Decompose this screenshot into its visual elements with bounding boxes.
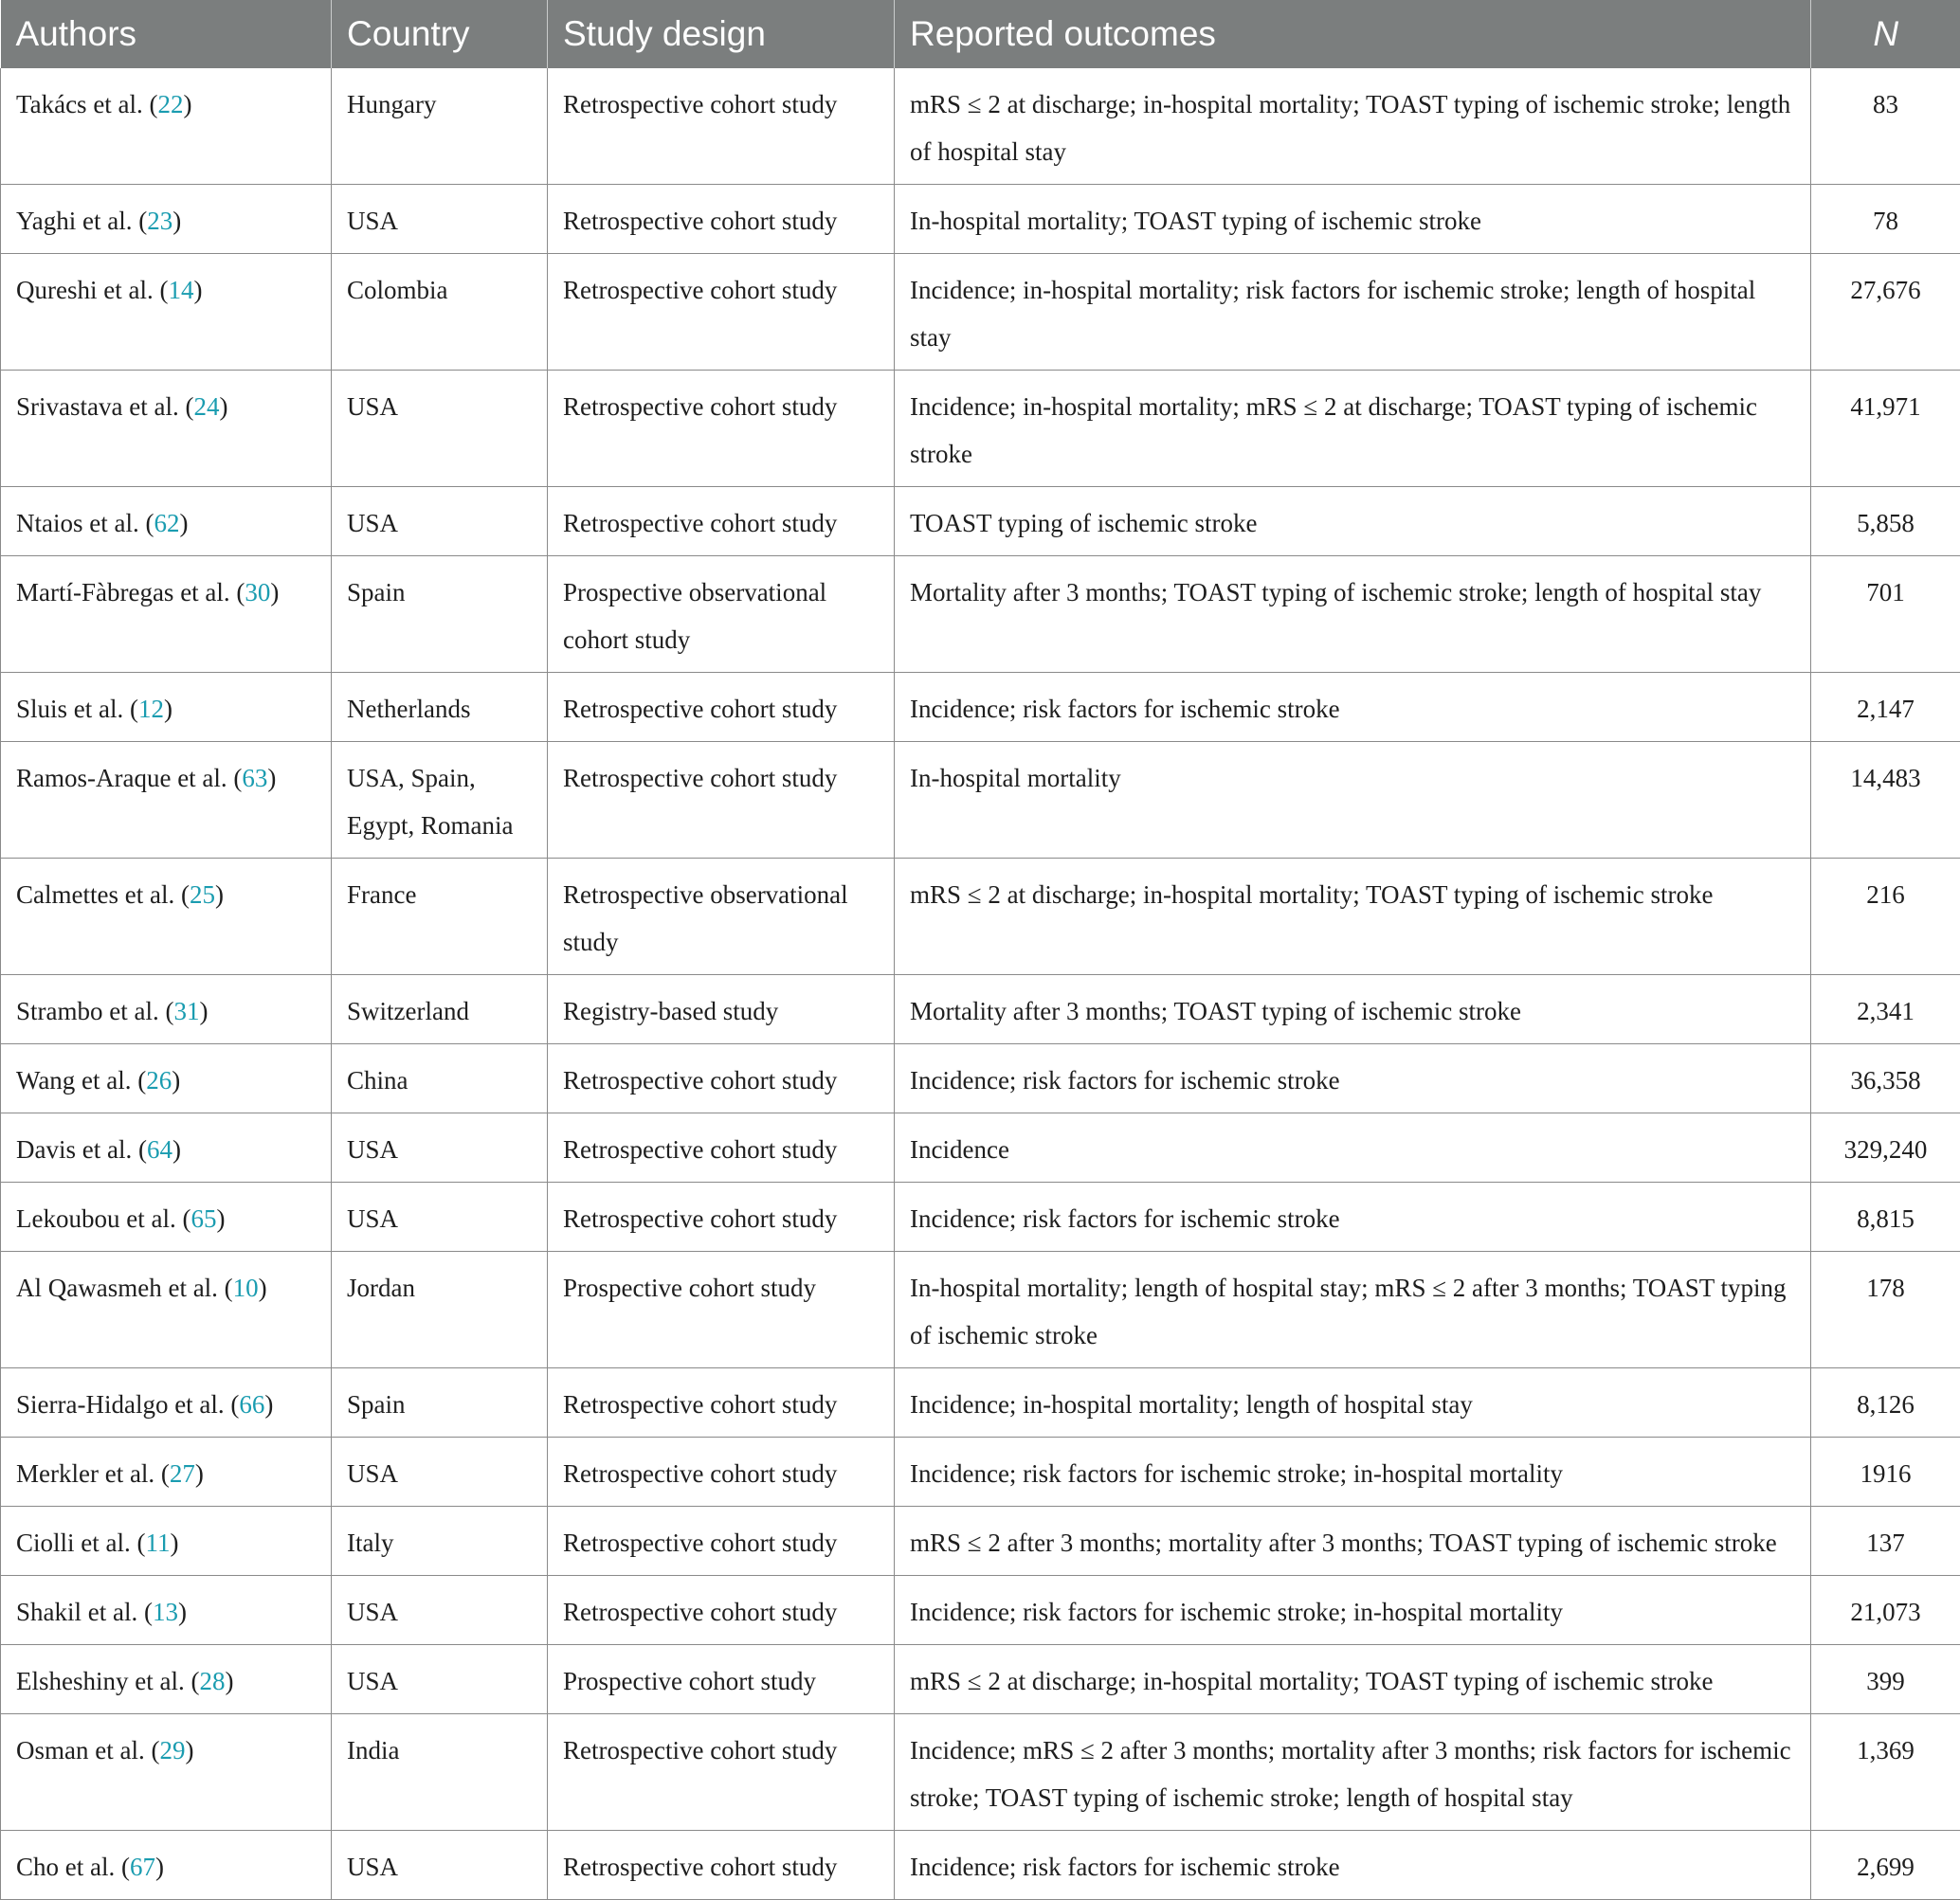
cell-country: USA (332, 185, 548, 254)
table-row (1, 1576, 1960, 1645)
cell-n: 399 (1811, 1645, 1960, 1714)
cell-authors (1, 1714, 332, 1831)
reference-link[interactable]: 63 (242, 764, 267, 792)
author-name: Wang et al. ( (16, 1066, 146, 1095)
cell-country: USA, Spain, Egypt, Romania (332, 742, 548, 859)
author-name: Sluis et al. ( (16, 695, 138, 723)
table-row (1, 859, 1960, 975)
author-name: Takács et al. ( (16, 90, 158, 118)
header-reported-outcomes: Reported outcomes (895, 0, 1811, 68)
header-country: Country (332, 0, 548, 68)
cell-authors (1, 1252, 332, 1368)
cell-authors (1, 673, 332, 742)
reference-link[interactable]: 23 (147, 207, 172, 235)
author-name: Elsheshiny et al. ( (16, 1667, 199, 1695)
cell-authors (1, 1438, 332, 1507)
cell-country: Italy (332, 1507, 548, 1576)
table-row (1, 1831, 1960, 1900)
reference-link[interactable]: 14 (168, 276, 193, 304)
cell-n: 36,358 (1811, 1044, 1960, 1113)
cell-reported-outcomes: In-hospital mortality; TOAST typing of ischemic stroke (895, 185, 1811, 254)
cell-authors (1, 1183, 332, 1252)
reference-link[interactable]: 11 (145, 1529, 170, 1557)
cell-reported-outcomes: Incidence; in-hospital mortality; length of hospital stay (895, 1368, 1811, 1438)
cell-study-design: Prospective observational cohort study (548, 556, 895, 673)
cell-country: France (332, 859, 548, 975)
cell-reported-outcomes: Mortality after 3 months; TOAST typing of ischemic stroke (895, 975, 1811, 1044)
cell-country: USA (332, 1113, 548, 1183)
cell-authors (1, 371, 332, 487)
cell-n: 178 (1811, 1252, 1960, 1368)
cell-country: USA (332, 487, 548, 556)
reference-close-paren: ) (264, 1390, 273, 1419)
reference-link[interactable]: 25 (190, 880, 215, 909)
cell-n: 701 (1811, 556, 1960, 673)
reference-link[interactable]: 13 (153, 1598, 178, 1626)
cell-authors (1, 487, 332, 556)
cell-authors (1, 1645, 332, 1714)
cell-n: 137 (1811, 1507, 1960, 1576)
cell-n: 2,147 (1811, 673, 1960, 742)
cell-study-design: Prospective cohort study (548, 1252, 895, 1368)
author-name: Cho et al. ( (16, 1853, 130, 1881)
cell-study-design: Retrospective cohort study (548, 742, 895, 859)
cell-reported-outcomes: Incidence; in-hospital mortality; risk factors for ischemic stroke; length of hospital stay (895, 254, 1811, 371)
cell-authors (1, 1113, 332, 1183)
reference-close-paren: ) (170, 1529, 178, 1557)
table-row (1, 371, 1960, 487)
reference-close-paren: ) (270, 578, 279, 606)
cell-reported-outcomes: Incidence; mRS ≤ 2 after 3 months; mortality after 3 months; risk factors for ischemic stroke; TOAST typing of ischemic stroke; length of hospital stay (895, 1714, 1811, 1831)
cell-study-design: Retrospective cohort study (548, 1113, 895, 1183)
table-row (1, 975, 1960, 1044)
table-row (1, 1507, 1960, 1576)
cell-reported-outcomes: Incidence; risk factors for ischemic stroke; in-hospital mortality (895, 1438, 1811, 1507)
cell-country: China (332, 1044, 548, 1113)
cell-country: USA (332, 1645, 548, 1714)
cell-country: India (332, 1714, 548, 1831)
cell-reported-outcomes: In-hospital mortality; length of hospital stay; mRS ≤ 2 after 3 months; TOAST typing of ischemic stroke (895, 1252, 1811, 1368)
cell-authors (1, 1368, 332, 1438)
cell-study-design: Retrospective cohort study (548, 254, 895, 371)
reference-link[interactable]: 30 (245, 578, 270, 606)
author-name: Ntaios et al. ( (16, 509, 154, 537)
cell-country: USA (332, 1831, 548, 1900)
cell-reported-outcomes: mRS ≤ 2 at discharge; in-hospital mortality; TOAST typing of ischemic stroke; length of hospital stay (895, 68, 1811, 185)
table-row (1, 1645, 1960, 1714)
cell-n: 2,341 (1811, 975, 1960, 1044)
reference-link[interactable]: 12 (138, 695, 164, 723)
reference-close-paren: ) (172, 1066, 180, 1095)
reference-link[interactable]: 10 (233, 1274, 259, 1302)
cell-authors (1, 742, 332, 859)
cell-country: USA (332, 1438, 548, 1507)
cell-study-design: Registry-based study (548, 975, 895, 1044)
reference-link[interactable]: 28 (199, 1667, 225, 1695)
reference-close-paren: ) (172, 207, 181, 235)
reference-close-paren: ) (216, 1204, 225, 1233)
header-study-design: Study design (548, 0, 895, 68)
cell-reported-outcomes: Incidence; risk factors for ischemic stroke (895, 1831, 1811, 1900)
cell-study-design: Retrospective cohort study (548, 487, 895, 556)
cell-n: 27,676 (1811, 254, 1960, 371)
cell-n: 2,699 (1811, 1831, 1960, 1900)
reference-close-paren: ) (164, 695, 172, 723)
table-row (1, 673, 1960, 742)
author-name: Shakil et al. ( (16, 1598, 153, 1626)
author-name: Srivastava et al. ( (16, 392, 193, 421)
reference-close-paren: ) (259, 1274, 267, 1302)
cell-n: 14,483 (1811, 742, 1960, 859)
table-row (1, 1714, 1960, 1831)
cell-reported-outcomes: Incidence; risk factors for ischemic stroke (895, 673, 1811, 742)
cell-study-design: Retrospective cohort study (548, 1576, 895, 1645)
cell-study-design: Retrospective observational study (548, 859, 895, 975)
cell-study-design: Retrospective cohort study (548, 1831, 895, 1900)
cell-authors (1, 1576, 332, 1645)
cell-authors (1, 254, 332, 371)
reference-close-paren: ) (193, 276, 202, 304)
cell-authors (1, 1831, 332, 1900)
cell-study-design: Retrospective cohort study (548, 1507, 895, 1576)
cell-country: Spain (332, 556, 548, 673)
reference-link[interactable]: 27 (170, 1459, 195, 1488)
reference-link[interactable]: 26 (146, 1066, 172, 1095)
cell-study-design: Retrospective cohort study (548, 1044, 895, 1113)
author-name: Lekoubou et al. ( (16, 1204, 191, 1233)
cell-country: Netherlands (332, 673, 548, 742)
table-row (1, 185, 1960, 254)
reference-link[interactable]: 64 (147, 1135, 172, 1164)
table-row (1, 487, 1960, 556)
cell-study-design: Retrospective cohort study (548, 1368, 895, 1438)
cell-country: USA (332, 371, 548, 487)
cell-reported-outcomes: Mortality after 3 months; TOAST typing of ischemic stroke; length of hospital stay (895, 556, 1811, 673)
reference-link[interactable]: 31 (173, 997, 199, 1025)
reference-link[interactable]: 65 (191, 1204, 216, 1233)
cell-country: Jordan (332, 1252, 548, 1368)
header-row (1, 0, 1960, 68)
cell-country: USA (332, 1576, 548, 1645)
cell-reported-outcomes: Incidence; risk factors for ischemic stroke (895, 1044, 1811, 1113)
cell-authors (1, 859, 332, 975)
author-name: Merkler et al. ( (16, 1459, 170, 1488)
author-name: Osman et al. ( (16, 1736, 159, 1764)
cell-reported-outcomes: Incidence; risk factors for ischemic stroke; in-hospital mortality (895, 1576, 1811, 1645)
reference-link[interactable]: 22 (158, 90, 184, 118)
reference-link[interactable]: 62 (154, 509, 179, 537)
author-name: Al Qawasmeh et al. ( (16, 1274, 233, 1302)
cell-reported-outcomes: Incidence; risk factors for ischemic stroke (895, 1183, 1811, 1252)
reference-close-paren: ) (179, 509, 188, 537)
cell-reported-outcomes: mRS ≤ 2 at discharge; in-hospital mortality; TOAST typing of ischemic stroke (895, 859, 1811, 975)
reference-link[interactable]: 66 (239, 1390, 264, 1419)
cell-study-design: Prospective cohort study (548, 1645, 895, 1714)
cell-reported-outcomes: TOAST typing of ischemic stroke (895, 487, 1811, 556)
table-row (1, 68, 1960, 185)
cell-reported-outcomes: Incidence; in-hospital mortality; mRS ≤ 2 at discharge; TOAST typing of ischemic stroke (895, 371, 1811, 487)
reference-link[interactable]: 24 (193, 392, 219, 421)
table-row (1, 742, 1960, 859)
cell-reported-outcomes: In-hospital mortality (895, 742, 1811, 859)
cell-n: 8,815 (1811, 1183, 1960, 1252)
cell-n: 216 (1811, 859, 1960, 975)
cell-n: 5,858 (1811, 487, 1960, 556)
cell-reported-outcomes: Incidence (895, 1113, 1811, 1183)
table-row (1, 1438, 1960, 1507)
author-name: Martí-Fàbregas et al. ( (16, 578, 245, 606)
author-name: Strambo et al. ( (16, 997, 173, 1025)
reference-close-paren: ) (185, 1736, 193, 1764)
cell-authors (1, 975, 332, 1044)
cell-n: 78 (1811, 185, 1960, 254)
cell-n: 8,126 (1811, 1368, 1960, 1438)
table-row (1, 556, 1960, 673)
author-name: Calmettes et al. ( (16, 880, 190, 909)
cell-n: 1916 (1811, 1438, 1960, 1507)
cell-authors (1, 556, 332, 673)
table-row (1, 1368, 1960, 1438)
author-name: Qureshi et al. ( (16, 276, 168, 304)
author-name: Sierra-Hidalgo et al. ( (16, 1390, 239, 1419)
table-row (1, 1183, 1960, 1252)
cell-study-design: Retrospective cohort study (548, 1183, 895, 1252)
author-name: Yaghi et al. ( (16, 207, 147, 235)
header-authors: Authors (1, 0, 332, 68)
table-row (1, 1044, 1960, 1113)
cell-study-design: Retrospective cohort study (548, 673, 895, 742)
author-name: Davis et al. ( (16, 1135, 147, 1164)
table-row (1, 1252, 1960, 1368)
cell-authors (1, 1044, 332, 1113)
cell-country: Spain (332, 1368, 548, 1438)
cell-n: 329,240 (1811, 1113, 1960, 1183)
cell-n: 1,369 (1811, 1714, 1960, 1831)
table-row (1, 1113, 1960, 1183)
reference-close-paren: ) (184, 90, 192, 118)
author-name: Ramos-Araque et al. ( (16, 764, 242, 792)
reference-close-paren: ) (195, 1459, 204, 1488)
cell-authors (1, 1507, 332, 1576)
reference-link[interactable]: 29 (159, 1736, 185, 1764)
author-name: Ciolli et al. ( (16, 1529, 145, 1557)
cell-study-design: Retrospective cohort study (548, 1714, 895, 1831)
reference-close-paren: ) (172, 1135, 181, 1164)
reference-close-paren: ) (155, 1853, 164, 1881)
cell-country: Colombia (332, 254, 548, 371)
header-n: N (1811, 0, 1960, 68)
reference-close-paren: ) (219, 392, 227, 421)
cell-authors (1, 185, 332, 254)
cell-n: 41,971 (1811, 371, 1960, 487)
cell-country: Switzerland (332, 975, 548, 1044)
reference-close-paren: ) (225, 1667, 233, 1695)
reference-close-paren: ) (267, 764, 276, 792)
cell-reported-outcomes: mRS ≤ 2 after 3 months; mortality after 3 months; TOAST typing of ischemic stroke (895, 1507, 1811, 1576)
cell-study-design: Retrospective cohort study (548, 371, 895, 487)
cell-study-design: Retrospective cohort study (548, 68, 895, 185)
cell-study-design: Retrospective cohort study (548, 185, 895, 254)
reference-link[interactable]: 67 (130, 1853, 155, 1881)
reference-close-paren: ) (199, 997, 208, 1025)
cell-country: Hungary (332, 68, 548, 185)
reference-close-paren: ) (178, 1598, 187, 1626)
cell-authors (1, 68, 332, 185)
table-row (1, 254, 1960, 371)
cell-study-design: Retrospective cohort study (548, 1438, 895, 1507)
cell-n: 21,073 (1811, 1576, 1960, 1645)
reference-close-paren: ) (215, 880, 224, 909)
cell-reported-outcomes: mRS ≤ 2 at discharge; in-hospital mortality; TOAST typing of ischemic stroke (895, 1645, 1811, 1714)
cell-country: USA (332, 1183, 548, 1252)
cell-n: 83 (1811, 68, 1960, 185)
